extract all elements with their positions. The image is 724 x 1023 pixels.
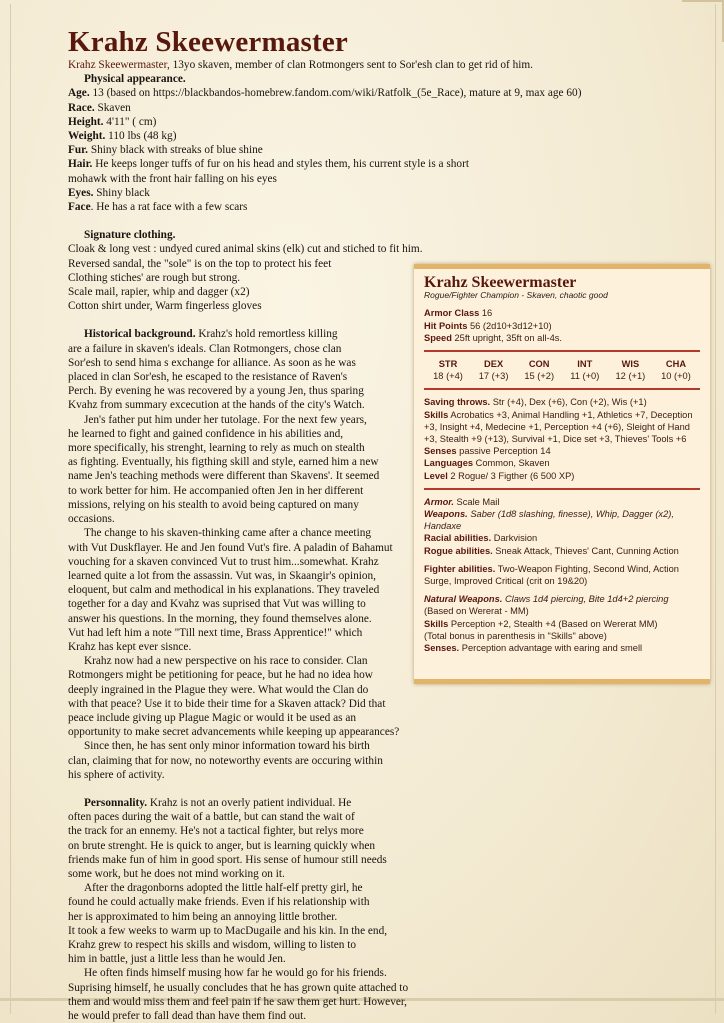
history-line: clan, claiming that for now, no noteworthy events are occuring within xyxy=(68,754,383,767)
age-line: Age. 13 (based on https://blackbandos-homebrew.fandom.com/wiki/Ratfolk_(5e_Race), mature at 9, max age 60) xyxy=(68,87,582,100)
ability-score: 15 (+2) xyxy=(524,371,555,382)
history-line: learned quite a lot from the assassin. Vut was, in Skaangir's opinion, xyxy=(68,569,376,582)
personality-line: He often finds himself musing how far he would go for his friends. xyxy=(84,967,387,980)
hair-line: Hair. He keeps longer tuffs of fur on his head and styles them, his current style is a short mohawk with the front hair falling on his eyes xyxy=(68,158,469,185)
history-line: his sphere of activity. xyxy=(68,768,165,781)
skills: Skills Acrobatics +3, Animal Handling +1, Athletics +7, Deception +3, Insight +4, Medecine +1, Perception +4 (+6), Sleight of Hand +3, Stealth +9 (+13), Survival +1, Dice set +3, Thieves' Tools +6 xyxy=(424,409,693,445)
history-line: Jen's father put him under her tutolage. For the next few years, xyxy=(84,413,367,426)
ability-name: WIS xyxy=(621,359,640,370)
history-line: missions, relying on his stealth to avoid being captured on many xyxy=(68,498,359,511)
level: Level 2 Rogue/ 3 Figther (6 500 XP) xyxy=(424,470,575,481)
race-line: Race. Skaven xyxy=(68,101,131,114)
fighter-abilities: Fighter abilities. Two-Weapon Fighting, Second Wind, Action Surge, Improved Critical (crit on 19&20) xyxy=(424,563,679,587)
ability-scores xyxy=(424,370,700,382)
history-line: he learned to fight and gained confidence in his abilities and, xyxy=(68,427,344,440)
personality-line: Suprising himself, he usually concludes that he has grown quite attached to xyxy=(68,981,409,994)
weight-line: Weight. 110 lbs (48 kg) xyxy=(68,130,177,143)
armor: Armor. Scale Mail xyxy=(424,496,500,507)
history-line: eloquent, but calm and methodical in his explanations. They traveled xyxy=(68,584,380,597)
personality-line: found he could actually make friends. Even if his relationship with xyxy=(68,896,370,909)
personality-line: on brute strenght. He is quick to anger, but is learning quickly when xyxy=(68,839,376,852)
history-line: occasions. xyxy=(68,513,115,526)
history-line: Kvahz from summary excecution at the hands of the city's Watch. xyxy=(68,399,365,412)
history-line: Vut had left him a note "Till next time, Brass Apprentice!" which xyxy=(68,626,363,639)
history-line: The change to his skaven-thinking came after a chance meeting xyxy=(84,527,372,540)
personality-line: often paces during the wait of a battle, but can stand the wait of xyxy=(68,811,355,824)
separator xyxy=(424,388,700,390)
intro-line xyxy=(68,58,533,72)
ability-score: 10 (+0) xyxy=(661,371,691,382)
face-line: Face. He has a rat face with a few scars xyxy=(68,201,248,214)
ability-score: 11 (+0) xyxy=(570,371,600,382)
personality-first-line: Personnality. Krahz is not an overly patient individual. He xyxy=(68,796,448,810)
personality-line: It took a few weeks to warm up to MacDugaile and his kin. In the end, xyxy=(68,924,388,937)
ability-headers xyxy=(424,358,700,370)
separator xyxy=(424,488,700,490)
history-line: name Jen's teaching methods were different than Skavens'. It seemed xyxy=(68,470,380,483)
skills-wererat: Skills Perception +2, Stealth +4 (Based on Wererat MM) xyxy=(424,618,658,629)
history-line: together for a day and Kvahz was suprised that Vut was willing to xyxy=(68,598,366,611)
ability-name: STR xyxy=(438,359,458,370)
ability-score: 18 (+4) xyxy=(433,371,463,382)
history-line: as fighting. Eventually, his figthing skill and style, earned him a new xyxy=(68,456,379,469)
separator xyxy=(424,350,700,352)
page-title: Krahz Skeewermaster xyxy=(68,26,349,58)
senses: Senses passive Perception 14 xyxy=(424,446,551,457)
history-line: Since then, he has sent only minor information toward his birth xyxy=(84,740,370,753)
personality-line: him in battle, just a little less than he would Jen. xyxy=(68,953,286,966)
clothing-line: Scale mail, rapier, whip and dagger (x2) xyxy=(68,286,250,299)
ability-score: 17 (+3) xyxy=(478,371,509,382)
personality-line: the track for an ennemy. He's not a tactical fighter, but relys more xyxy=(68,825,364,838)
personality-line: her is approximated to him being an annoying little brother. xyxy=(68,910,338,923)
history-line: deeply ingrained in the Plague they were. What would the Clan do xyxy=(68,683,369,696)
stat-block xyxy=(414,264,710,684)
personality-line: friends make fun of him in good sport. His sense of humour still needs xyxy=(68,853,387,866)
ability-score: 12 (+1) xyxy=(615,371,646,382)
history-line: answer his questions. In the morning, they found themselves alone. xyxy=(68,612,372,625)
clothing-heading: Signature clothing. xyxy=(84,229,176,242)
weapons: Weapons. Saber (1d8 slashing, finesse), Whip, Dagger (x2), Handaxe xyxy=(424,509,674,532)
personality-line: After the dragonborns adopted the little half-elf pretty girl, he xyxy=(84,882,363,895)
history-line: Rotmongers might be petitioning for peace, but he had no idea how xyxy=(68,669,373,682)
racial-abilities: Racial abilities. Darkvision xyxy=(424,533,538,544)
intro-text: 13yo skaven, member of clan Rotmongers sent to Sor'esh clan to get rid of him. xyxy=(169,59,533,71)
page-corner-decoration xyxy=(682,0,724,42)
history-heading: Historical background. xyxy=(84,328,196,341)
saving-throws: Saving throws. Str (+4), Dex (+6), Con (+2), Wis (+1) xyxy=(424,397,647,408)
personality-line: some work, but he does not mind working on it. xyxy=(68,867,285,880)
ability-name: CON xyxy=(528,359,550,370)
history-line: opportunity to make secret advancements while keeping up appearances? xyxy=(68,726,400,739)
skills-note: (Total bonus in parenthesis in "Skills" above) xyxy=(424,630,607,641)
history-line: vouching for a skaven convinced Vut to trust him...somewhat. Krahz xyxy=(68,555,379,568)
fur-line: Fur. Shiny black with streaks of blue shine xyxy=(68,144,263,157)
clothing-line: Clothing stiches' are rough but strong. xyxy=(68,271,241,284)
history-line: more specifically, his strenght, learning to rely as much on stealth xyxy=(68,442,365,455)
eyes-line: Eyes. Shiny black xyxy=(68,186,150,199)
history-line: Krahz now had a new perspective on his race to consider. Clan xyxy=(84,655,368,668)
history-line: are a failure in skaven's ideals. Clan Rotmongers, chose clan xyxy=(68,342,342,355)
history-line: Sor'esh to send hima s exchange for alliance. As soon as he was xyxy=(68,356,356,369)
height-line: Height. 4'11" ( cm) xyxy=(68,115,157,128)
clothing-line: Reversed sandal, the "sole" is on the top to protect his feet xyxy=(68,257,332,270)
stat-block-type: Rogue/Fighter Champion - Skaven, chaotic good xyxy=(424,290,608,301)
clothing-line: Cloak & long vest : undyed cured animal skins (elk) cut and stiched to fit him. xyxy=(68,243,423,256)
ability-name: CHA xyxy=(665,359,687,370)
personality-line: them and would miss them and feel pain if he saw them get hurt. However, xyxy=(68,995,407,1008)
personality-line: he would prefer to fall dead than have them find out. xyxy=(68,1010,307,1022)
intro-name: Krahz Skeewermaster, xyxy=(68,59,170,71)
personality-heading: Personnality. xyxy=(84,796,148,809)
clothing-line: Cotton shirt under, Warm fingerless gloves xyxy=(68,300,262,313)
hit-points: Hit Points 56 (2d10+3d12+10) xyxy=(424,320,552,331)
personality-line: Krahz grew to respect his skills and wisdom, willing to listen to xyxy=(68,938,357,951)
stat-block-name: Krahz Skeewermaster xyxy=(424,274,577,291)
ability-name: INT xyxy=(577,359,593,370)
speed: Speed 25ft upright, 35ft on all-4s. xyxy=(424,332,562,343)
ability-name: DEX xyxy=(484,359,504,370)
history-line: Krahz has kept ever sisnce. xyxy=(68,640,192,653)
natural-weapons: Natural Weapons. Claws 1d4 piercing, Bite 1d4+2 piercing (Based on Wererat - MM) xyxy=(424,594,669,617)
history-line: to work better for him. He accompanied often Jen in her different xyxy=(68,484,364,497)
history-line: peace include giving up Plague Magic or would it be used as an xyxy=(68,711,356,724)
history-line: placed in clan Sor'esh, he escaped to the resistance of Raven's xyxy=(68,371,348,384)
armor-class: Armor Class 16 xyxy=(424,308,493,319)
rogue-abilities: Rogue abilities. Sneak Attack, Thieves' Cant, Cunning Action xyxy=(424,545,679,556)
history-first-line: Historical background. Krahz's hold remortless killing xyxy=(68,327,448,341)
physical-heading: Physical appearance. xyxy=(84,73,186,86)
history-line: with Vut Duskflayer. He and Jen found Vut's fire. A paladin of Bahamut xyxy=(68,541,393,554)
history-line: Perch. By evening he was recovered by a young Jen, thus sparing xyxy=(68,385,364,398)
languages: Languages Common, Skaven xyxy=(424,458,550,469)
senses-advantage: Senses. Perception advantage with earing and smell xyxy=(424,643,643,654)
history-line: with that peace? Use it to bide their time for a Skaven attack? Did that xyxy=(68,697,386,710)
